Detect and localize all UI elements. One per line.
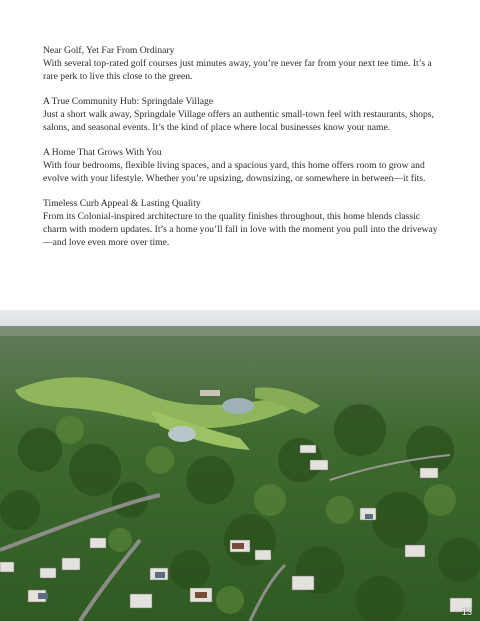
section-heading: Near Golf, Yet Far From Ordinary <box>43 45 175 56</box>
section-home <box>43 146 443 185</box>
article-text <box>43 44 443 261</box>
section-golf <box>43 44 443 83</box>
section-body: Just a short walk away, Springdale Village offers an authentic small-town feel with restaurants, shops, salons, and seasonal events. It’s the kind of place where local businesses know your name. <box>43 109 434 133</box>
section-body: With several top-rated golf courses just minutes away, you’re never far from your next tee time. It’s a rare perk to live this close to the green. <box>43 58 432 82</box>
page-number: 13 <box>461 607 472 617</box>
section-heading: A True Community Hub: Springdale Village <box>43 96 214 107</box>
section-curb-appeal <box>43 197 443 249</box>
section-body: From its Colonial-inspired architecture to the quality finishes throughout, this home blends classic charm with modern updates. It’s a home you’ll fall in love with the moment you pull into the driveway—and love even more over time. <box>43 211 438 248</box>
section-body: With four bedrooms, flexible living spaces, and a spacious yard, this home offers room to grow and evolve with your lifestyle. Whether you’re upsizing, downsizing, or somewhere in between—it fits. <box>43 160 426 184</box>
aerial-neighborhood-photo <box>0 310 480 621</box>
section-heading: Timeless Curb Appeal & Lasting Quality <box>43 198 201 209</box>
section-community <box>43 95 443 134</box>
section-heading: A Home That Grows With You <box>43 147 162 158</box>
